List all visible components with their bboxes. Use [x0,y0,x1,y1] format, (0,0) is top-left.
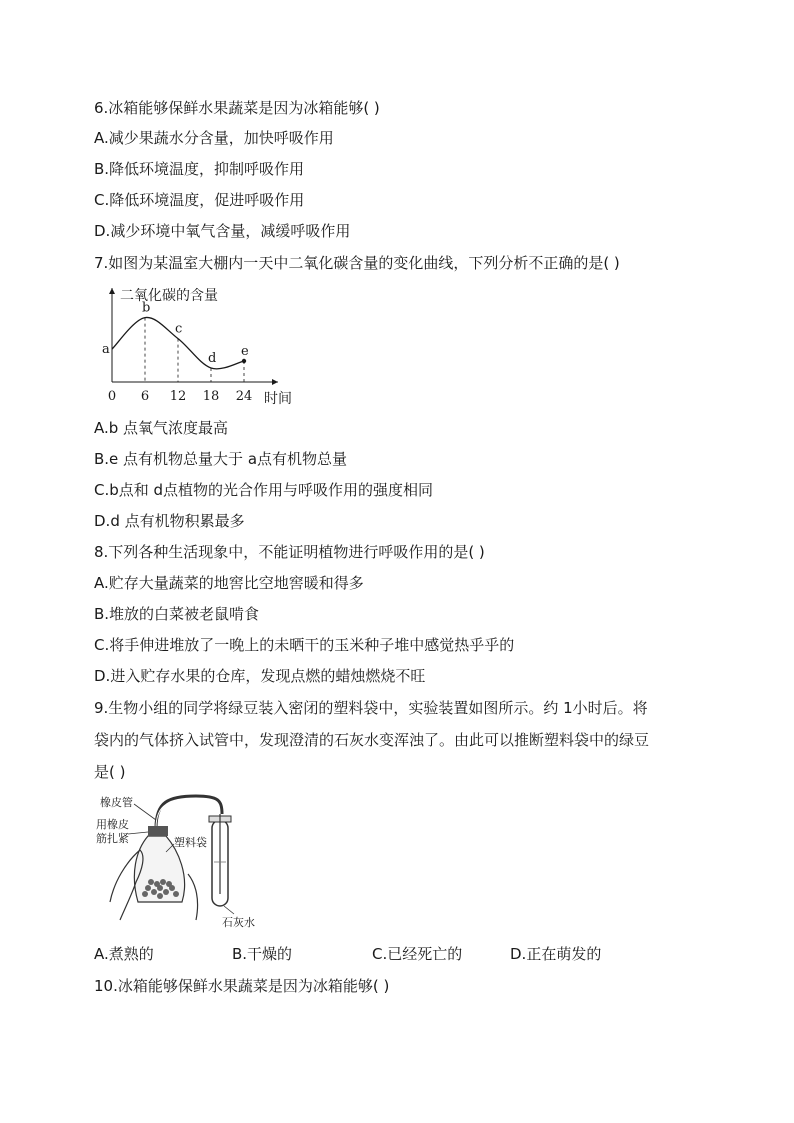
q8-option-a: A.贮存大量蔬菜的地窖比空地窖暖和得多 [94,574,364,592]
q8-option-d: D.进入贮存水果的仓库，发现点燃的蜡烛燃烧不旺 [94,667,426,685]
q9-option-c: C.已经死亡的 [372,945,463,963]
point-label-e: e [241,344,249,359]
chart-xlabel: 时间 [264,391,292,407]
q9-stem-line2: 袋内的气体挤入试管中，发现澄清的石灰水变浑浊了。由此可以推断塑料袋中的绿豆 [94,731,650,749]
co2-chart [96,282,310,408]
right-hand [188,874,198,920]
q7-option-a: A.b 点氧气浓度最高 [94,419,229,437]
q8-option-b: B.堆放的白菜被老鼠啃食 [94,605,260,623]
q6-option-d: D.减少环境中氧气含量，减缓呼吸作用 [94,222,351,240]
q9-option-a: A.煮熟的 [94,945,154,963]
q6-option-c: C.降低环境温度，促进呼吸作用 [94,191,305,209]
label-rubber-tube: 橡皮管 [100,796,133,809]
chart-marks [102,301,249,382]
q9-stem-line3: 是( ) [94,763,126,781]
q7-option-c: C.b点和 d点植物的光合作用与呼吸作用的强度相同 [94,481,434,499]
q9-option-b: B.干燥的 [232,945,293,963]
q8-stem: 8.下列各种生活现象中，不能证明植物进行呼吸作用的是( ) [94,543,485,561]
q10-stem: 10.冰箱能够保鲜水果蔬菜是因为冰箱能够( ) [94,977,390,995]
label-plastic-bag: 塑料袋 [174,836,207,849]
point-label-d: d [208,351,217,366]
label-band-line1: 用橡皮 [96,818,129,831]
x-axis-arrow [272,379,278,385]
q7-stem: 7.如图为某温室大棚内一天中二氧化碳含量的变化曲线，下列分析不正确的是( ) [94,254,620,272]
point-e [242,359,246,363]
q6-option-b: B.降低环境温度，抑制呼吸作用 [94,160,305,178]
chart-axes [108,288,278,404]
x-tick-24: 24 [235,389,253,404]
q7-option-b: B.e 点有机物总量大于 a点有机物总量 [94,450,348,468]
x-tick-18: 18 [202,389,220,404]
q6-option-a: A.减少果蔬水分含量，加快呼吸作用 [94,129,334,147]
point-label-c: c [175,321,183,337]
x-tick-0: 0 [107,389,117,404]
q6-stem: 6.冰箱能够保鲜水果蔬菜是因为冰箱能够( ) [94,99,380,117]
point-label-a: a [102,342,110,358]
q9-stem-line1: 9.生物小组的同学将绿豆装入密闭的塑料袋中，实验装置如图所示。约 1小时后。将 [94,699,648,717]
x-tick-6: 6 [140,389,150,404]
point-label-b: b [142,300,151,316]
experiment-apparatus [96,790,286,930]
q9-option-d: D.正在萌发的 [510,945,602,963]
label-band-line2: 筋扎紧 [96,832,129,845]
y-axis-arrow [109,288,115,294]
rubber-band [148,826,168,836]
q8-option-c: C.将手伸进堆放了一晚上的未晒干的玉米种子堆中感觉热乎乎的 [94,636,515,654]
x-tick-12: 12 [169,389,187,404]
label-limewater: 石灰水 [222,916,255,929]
q7-option-d: D.d 点有机物积累最多 [94,512,245,530]
chart-ylabel: 二氧化碳的含量 [120,288,218,304]
